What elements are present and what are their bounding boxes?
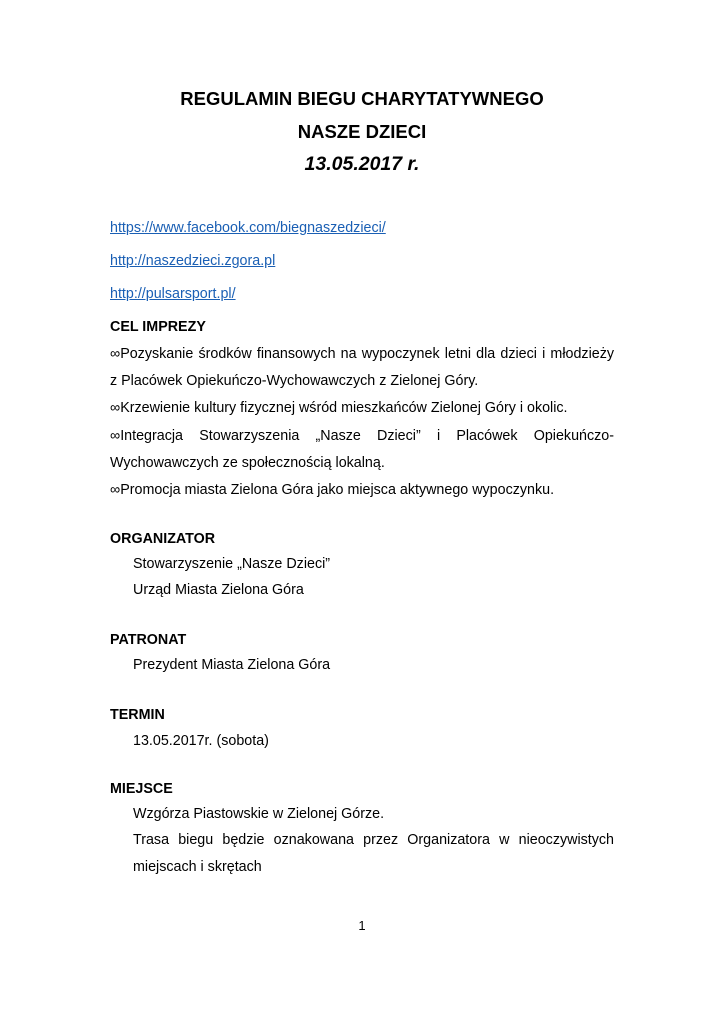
document-title: REGULAMIN BIEGU CHARYTATYWNEGO bbox=[180, 88, 544, 109]
section-heading-miejsce: MIEJSCE bbox=[110, 781, 173, 797]
termin-item: 13.05.2017r. (sobota) bbox=[133, 733, 269, 749]
document-subtitle: NASZE DZIECI bbox=[297, 121, 427, 142]
section-heading-cel: CEL IMPREZY bbox=[110, 319, 206, 335]
cel-line: z Placówek Opiekuńczo-Wychowawczych z Zielonej Góry. bbox=[110, 373, 479, 389]
section-heading-organizator: ORGANIZATOR bbox=[110, 531, 216, 547]
patronat-item: Prezydent Miasta Zielona Góra bbox=[133, 657, 331, 673]
page-number: 1 bbox=[358, 918, 366, 933]
section-heading-patronat: PATRONAT bbox=[110, 632, 187, 648]
cel-line: ∞Integracja Stowarzyszenia „Nasze Dzieci” i Placówek Opiekuńczo- bbox=[110, 428, 614, 444]
miejsce-item: miejscach i skrętach bbox=[133, 859, 262, 875]
miejsce-item: Trasa biegu będzie oznakowana przez Organizatora w nieoczywistych bbox=[133, 832, 614, 848]
cel-line: ∞Pozyskanie środków finansowych na wypoczynek letni dla dzieci i młodzieży bbox=[110, 346, 614, 362]
cel-line: Wychowawczych ze społecznością lokalną. bbox=[110, 455, 385, 471]
organizator-item: Urząd Miasta Zielona Góra bbox=[133, 582, 304, 598]
section-heading-termin: TERMIN bbox=[110, 707, 165, 723]
cel-line: ∞Krzewienie kultury fizycznej wśród mieszkańców Zielonej Góry i okolic. bbox=[110, 400, 568, 416]
pulsarsport-link[interactable]: http://pulsarsport.pl/ bbox=[110, 286, 236, 302]
cel-line: ∞Promocja miasta Zielona Góra jako miejsca aktywnego wypoczynku. bbox=[110, 482, 555, 498]
event-date: 13.05.2017 r. bbox=[304, 153, 420, 175]
facebook-link[interactable]: https://www.facebook.com/biegnaszedzieci/ bbox=[110, 220, 386, 236]
miejsce-item: Wzgórza Piastowskie w Zielonej Górze. bbox=[133, 806, 385, 822]
website-link[interactable]: http://naszedzieci.zgora.pl bbox=[110, 253, 276, 269]
organizator-item: Stowarzyszenie „Nasze Dzieci” bbox=[133, 556, 331, 572]
